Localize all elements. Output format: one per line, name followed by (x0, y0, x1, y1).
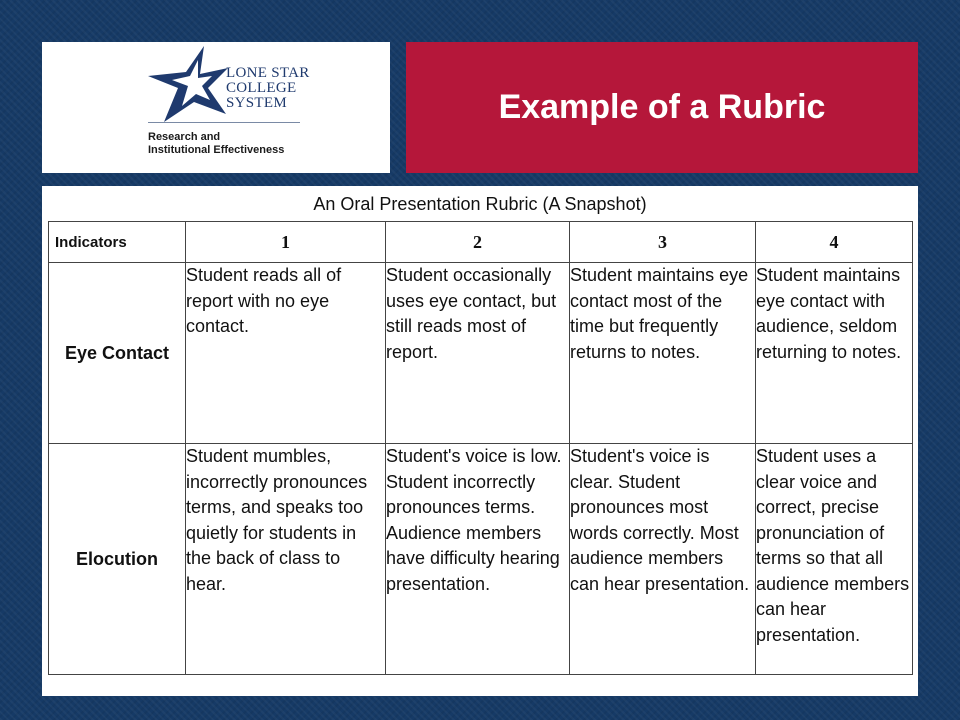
table-cell: Student maintains eye contact with audience, seldom returning to notes. (756, 263, 913, 444)
level-header-3: 3 (570, 222, 756, 263)
rubric-table (48, 221, 913, 675)
logo-subtitle (148, 131, 284, 157)
table-row (49, 263, 913, 444)
slide-title: Example of a Rubric (498, 88, 826, 126)
logo-line-1: LONE STAR (226, 65, 310, 81)
level-header-4: 4 (756, 222, 913, 263)
table-cell: Student's voice is clear. Student pronounces most words correctly. Most audience members can hear presentation. (570, 444, 756, 675)
rubric-caption: An Oral Presentation Rubric (A Snapshot) (313, 194, 647, 214)
logo-wordmark (226, 66, 310, 111)
table-cell: Student mumbles, incorrectly pronounces terms, and speaks too quietly for students in the back of class to hear. (186, 444, 386, 675)
table-row (49, 444, 913, 675)
level-header-2: 2 (386, 222, 570, 263)
table-cell: Student uses a clear voice and correct, precise pronunciation of terms so that all audience members can hear presentation. (756, 444, 913, 675)
logo-line-2: COLLEGE (226, 80, 297, 96)
indicators-header: Indicators (49, 222, 186, 263)
table-cell: Student occasionally uses eye contact, but still reads most of report. (386, 263, 570, 444)
level-header-1: 1 (186, 222, 386, 263)
logo-subtitle-line-2: Institutional Effectiveness (148, 144, 285, 156)
row-indicator-eye-contact: Eye Contact (49, 263, 186, 444)
logo-panel (42, 42, 390, 173)
title-panel (406, 42, 918, 173)
logo-line-3: SYSTEM (226, 95, 287, 111)
logo-subtitle-line-1: Research and (148, 131, 221, 143)
logo-divider (148, 122, 300, 123)
table-cell: Student's voice is low. Student incorrectly pronounces terms. Audience members have difficulty hearing presentation. (386, 444, 570, 675)
table-header-row (49, 222, 913, 263)
row-indicator-elocution: Elocution (49, 444, 186, 675)
content-panel (42, 186, 918, 696)
table-cell: Student reads all of report with no eye contact. (186, 263, 386, 444)
table-cell: Student maintains eye contact most of the time but frequently returns to notes. (570, 263, 756, 444)
